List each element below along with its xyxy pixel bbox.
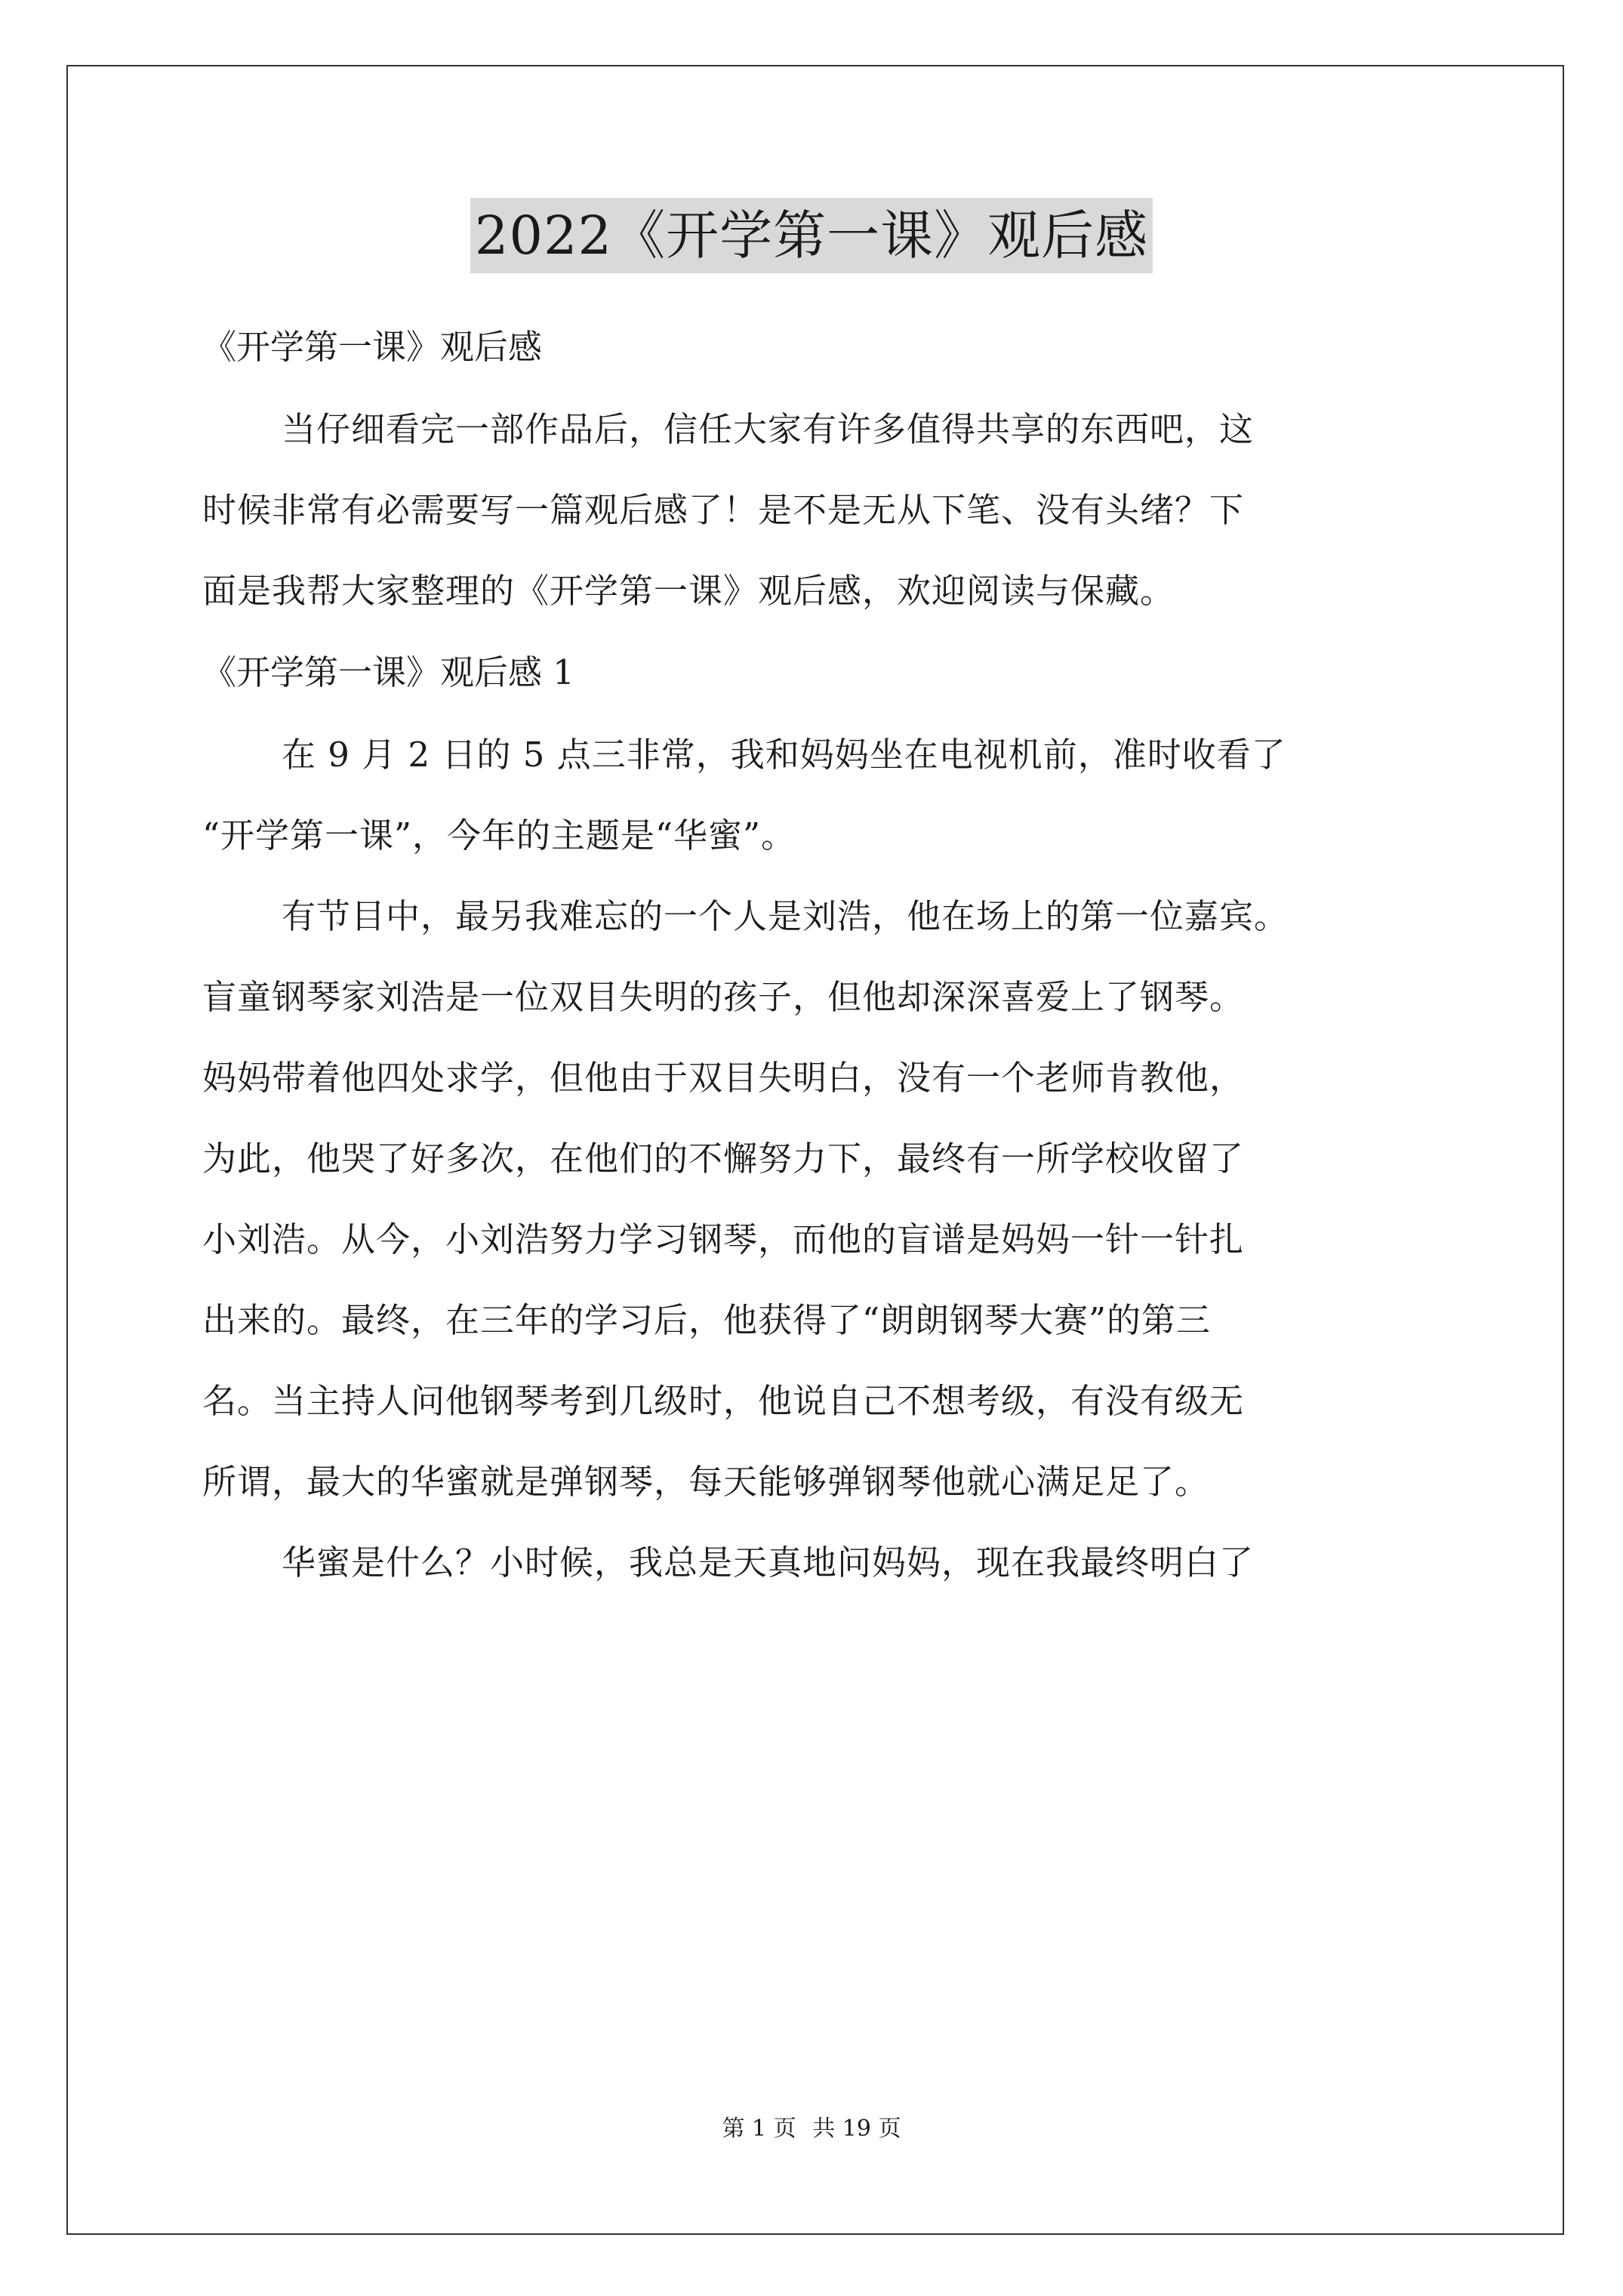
paragraph-line: 时候非常有必需要写一篇观后感了！是不是无从下笔、没有头绪？下 <box>202 490 1245 530</box>
paragraph-line: 华蜜是什么？小时候，我总是天真地问妈妈，现在我最终明白了 <box>282 1542 1255 1583</box>
paragraph-line: 出来的。最终，在三年的学习后，他获得了“朗朗钢琴大赛”的第三 <box>202 1300 1212 1340</box>
paragraph-line: 名。当主持人问他钢琴考到几级时，他说自己不想考级，有没有级无 <box>202 1381 1245 1421</box>
section-heading: 《开学第一课》观后感 1 <box>202 652 574 692</box>
paragraph-line: 所谓，最大的华蜜就是弹钢琴，每天能够弹钢琴他就心满足足了。 <box>202 1462 1210 1502</box>
title-container <box>0 198 1623 273</box>
page-total: 共 19 页 <box>812 2116 901 2142</box>
paragraph-line: 当仔细看完一部作品后，信任大家有许多值得共享的东西吧，这 <box>282 409 1255 449</box>
paragraph-line: 盲童钢琴家刘浩是一位双目失明的孩子，但他却深深喜爱上了钢琴。 <box>202 977 1245 1017</box>
paragraph-line: 有节目中，最另我难忘的一个人是刘浩，他在场上的第一位嘉宾。 <box>282 896 1289 936</box>
paragraph-line: 妈妈带着他四处求学，但他由于双目失明白，没有一个老师肯教他， <box>202 1058 1245 1098</box>
paragraph-line: 为此，他哭了好多次，在他们的不懈努力下，最终有一所学校收留了 <box>202 1139 1245 1179</box>
paragraph-line: 面是我帮大家整理的《开学第一课》观后感，欢迎阅读与保藏。 <box>202 571 1175 611</box>
paragraph-line: 在 9 月 2 日的 5 点三非常，我和妈妈坐在电视机前，准时收看了 <box>282 735 1286 775</box>
paragraph-line: 小刘浩。从今，小刘浩努力学习钢琴，而他的盲谱是妈妈一针一针扎 <box>202 1219 1245 1259</box>
document-body <box>202 306 1440 1603</box>
paragraph-line: “开学第一课”，今年的主题是“华蜜”。 <box>202 815 796 855</box>
page-footer <box>0 2114 1623 2144</box>
document-title: 2022《开学第一课》观后感 <box>470 198 1153 273</box>
page-number: 第 1 页 <box>722 2116 796 2142</box>
section-heading: 《开学第一课》观后感 <box>202 327 543 367</box>
